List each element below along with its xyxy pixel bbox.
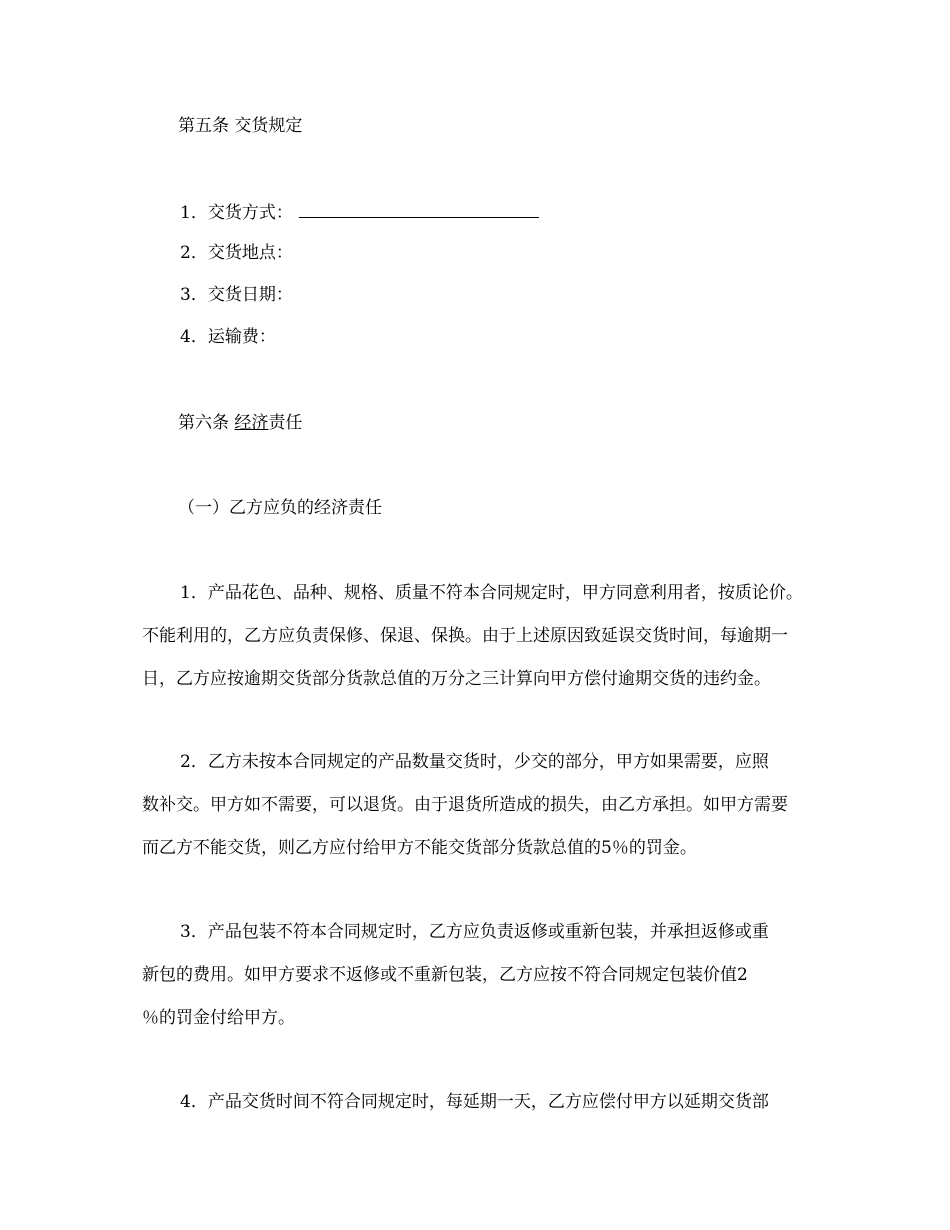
delivery-place-label: 2．交货地点： <box>180 243 293 263</box>
delivery-method-label: 1．交货方式： <box>180 203 293 223</box>
freight-label: 4．运输费： <box>180 327 276 347</box>
paragraph-3-line-1: 3．产品包装不符本合同规定时，乙方应负责返修或重新包装，并承担返修或重 <box>180 922 769 942</box>
paragraph-2-line-2: 数补交。甲方如不需要，可以退货。由于退货所造成的损失，由乙方承担。如甲方需要 <box>142 795 788 815</box>
delivery-date-label: 3．交货日期： <box>180 285 293 305</box>
paragraph-4-line-1: 4．产品交货时间不符合同规定时，每延期一天，乙方应偿付甲方以延期交货部 <box>180 1092 769 1112</box>
delivery-method-line <box>180 201 539 223</box>
delivery-method-blank <box>299 201 539 218</box>
paragraph-3-line-3: ％的罚金付给甲方。 <box>142 1008 295 1028</box>
paragraph-2-line-3: 而乙方不能交货，则乙方应付给甲方不能交货部分货款总值的5％的罚金。 <box>142 838 697 858</box>
section-6-title-prefix: 第六条 <box>178 413 235 433</box>
paragraph-3-line-2: 新包的费用。如甲方要求不返修或不重新包装，乙方应按不符合同规定包装价值2 <box>142 965 748 985</box>
paragraph-1-line-3: 日，乙方应按逾期交货部分货款总值的万分之三计算向甲方偿付逾期交货的违约金。 <box>142 669 771 689</box>
section-5-title: 第五条 交货规定 <box>178 116 303 136</box>
paragraph-1-line-2: 不能利用的，乙方应负责保修、保退、保换。由于上述原因致延误交货时间，每逾期一 <box>142 626 788 646</box>
paragraph-2-line-1: 2．乙方未按本合同规定的产品数量交货时，少交的部分，甲方如果需要，应照 <box>180 752 769 772</box>
section-6-title-suffix: 责任 <box>268 413 303 433</box>
paragraph-1-line-1: 1．产品花色、品种、规格、质量不符本合同规定时，甲方同意利用者，按质论价。 <box>180 583 803 603</box>
section-6-title <box>178 413 302 433</box>
subsection-a-title: （一）乙方应负的经济责任 <box>178 498 382 518</box>
section-6-title-underlined: 经济 <box>234 413 269 433</box>
